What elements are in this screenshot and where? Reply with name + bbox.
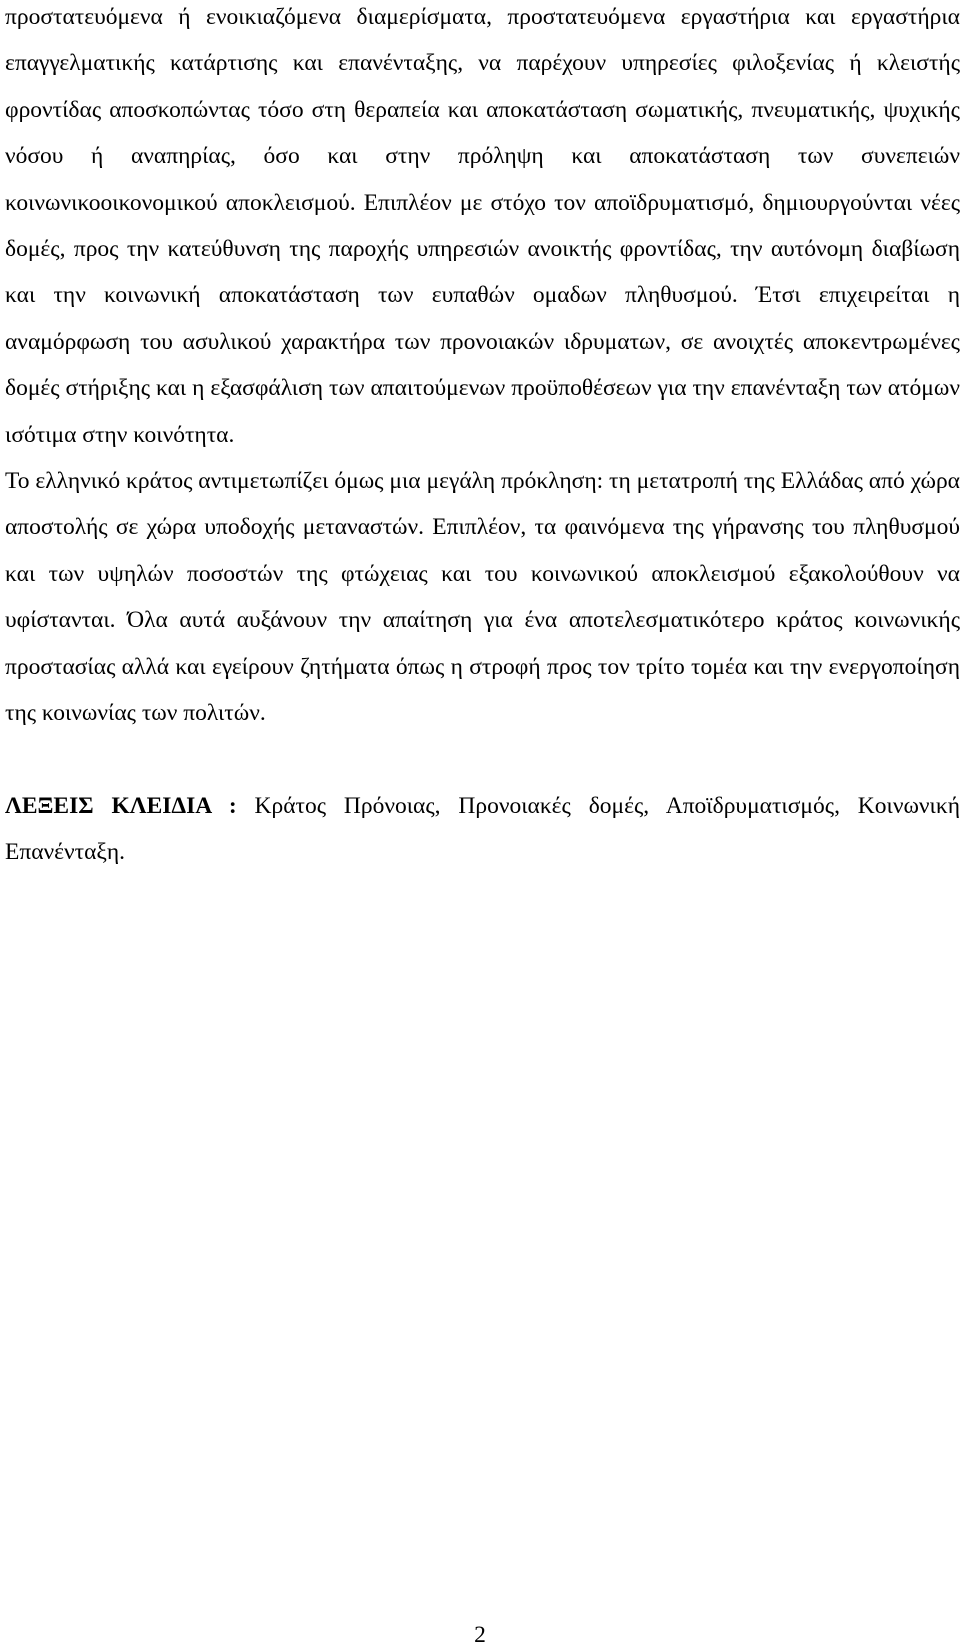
blank-line xyxy=(5,737,960,783)
keywords-paragraph xyxy=(5,783,960,876)
paragraph-welfare-structures: προστατευόμενα ή ενοικιαζόμενα διαμερίσματα, προστατευόμενα εργαστήρια και εργαστήρια επαγγελματικής κατάρτισης και επανένταξης, να παρέχουν υπηρεσίες φιλοξενίας ή κλειστής φροντίδας αποσκοπώντας τόσο στη θεραπεία και αποκατάσταση σωματικής, πνευματικής, ψυχικής νόσου ή αναπηρίας, όσο και στην πρόληψη και αποκατάσταση των συνεπειών κοινωνικοοικονομικού αποκλεισμού. Επιπλέον με στόχο τον αποϊδρυματισμό, δημιουργούνται νέες δομές, προς την κατεύθυνση της παροχής υπηρεσιών ανοικτής φροντίδας, την αυτόνομη διαβίωση και την κοινωνική αποκατάσταση των ευπαθών ομαδων πληθυσμού. Έτσι επιχειρείται η αναμόρφωση του ασυλικού χαρακτήρα των προνοιακών ιδρυματων, σε ανοιχτές αποκεντρωμένες δομές στήριξης και η εξασφάλιση των απαιτούμενων προϋποθέσεων για την επανένταξη των ατόμων ισότιμα στην κοινότητα. xyxy=(5,4,960,448)
document-body xyxy=(5,0,960,876)
page-number: 2 xyxy=(474,1622,486,1648)
keywords-label: ΛΕΞΕΙΣ ΚΛΕΙΔΙΑ : xyxy=(5,792,237,819)
keywords-list: Κράτος Πρόνοιας, Προνοιακές δομές, Αποϊδρυματισμός, Κοινωνική Επανένταξη. xyxy=(5,792,960,866)
paragraph-migration-challenge: Το ελληνικό κράτος αντιμετωπίζει όμως μια μεγάλη πρόκληση: τη μετατροπή της Ελλάδας από χώρα αποστολής σε χώρα υποδοχής μεταναστών. Επιπλέον, τα φαινόμενα της γήρανσης του πληθυσμού και των υψηλών ποσοστών της φτώχειας και του κοινωνικού αποκλεισμού εξακολούθουν να υφίστανται. Όλα αυτά αυξάνουν την απαίτηση για ένα αποτελεσματικότερο κράτος κοινωνικής προστασίας αλλά και εγείρουν ζητήματα όπως η στροφή προς τον τρίτο τομέα και την ενεργοποίηση της κοινωνίας των πολιτών. xyxy=(5,468,960,727)
